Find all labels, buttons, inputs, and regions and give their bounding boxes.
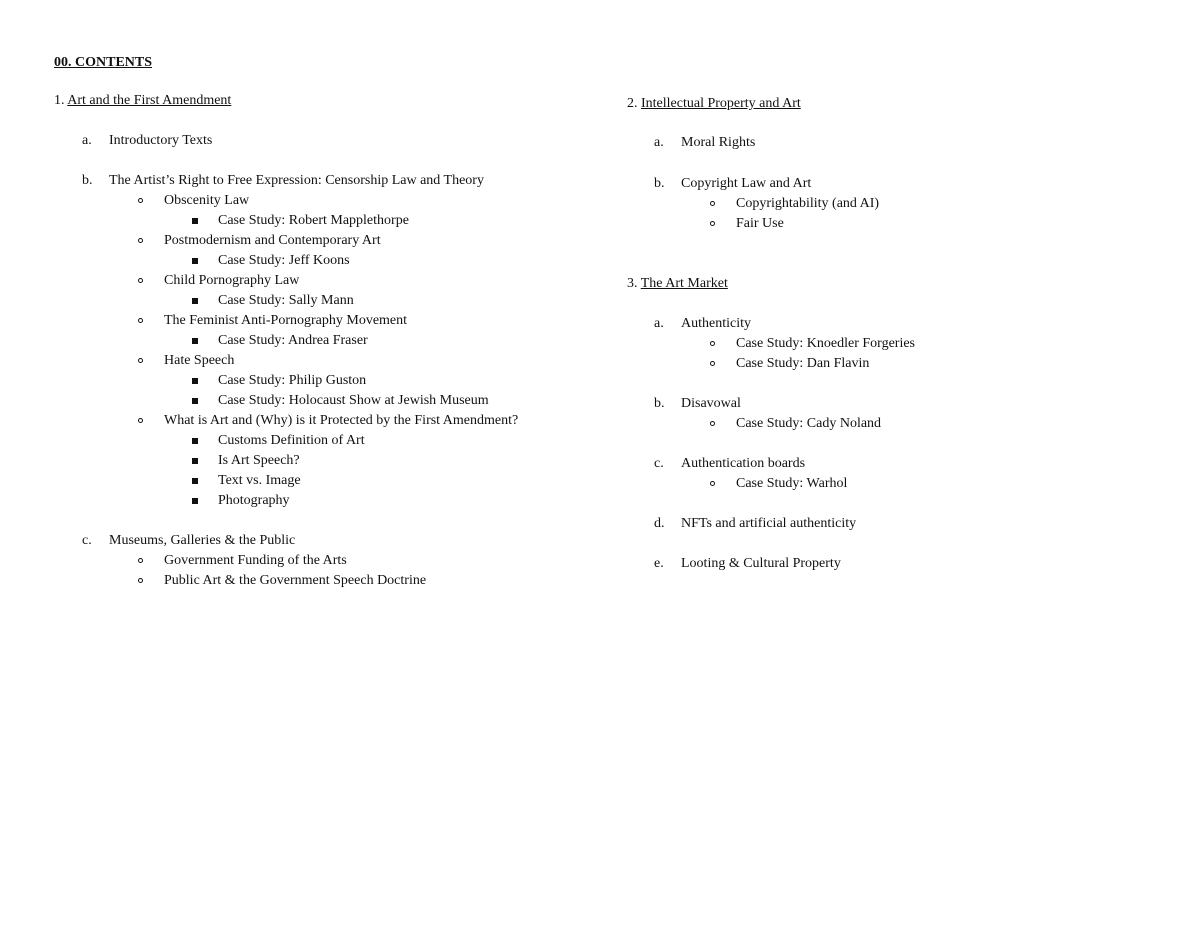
sub-sub-item-label: Case Study: Jeff Koons <box>218 253 350 268</box>
section-title: The Art Market <box>640 276 728 291</box>
circle-bullet-icon <box>138 578 143 583</box>
square-bullet-icon <box>192 438 198 444</box>
list-item-label: Museums, Galleries & the Public <box>109 533 296 548</box>
sub-item-label: Copyrightability (and AI) <box>736 196 880 211</box>
list-item-label: Authentication boards <box>681 456 806 471</box>
sub-item-label: Government Funding of the Arts <box>164 553 347 568</box>
circle-bullet-icon <box>710 341 715 346</box>
list-letter: a. <box>654 316 664 331</box>
sub-sub-item-label: Photography <box>218 493 290 508</box>
circle-bullet-icon <box>710 361 715 366</box>
sub-sub-item-label: Case Study: Sally Mann <box>218 293 354 308</box>
list-letter: e. <box>654 556 664 571</box>
section-number: 3. <box>627 276 638 291</box>
list-letter: b. <box>654 396 665 411</box>
square-bullet-icon <box>192 258 198 264</box>
sub-item-label: Postmodernism and Contemporary Art <box>164 233 381 248</box>
square-bullet-icon <box>192 478 198 484</box>
circle-bullet-icon <box>710 221 715 226</box>
circle-bullet-icon <box>138 198 143 203</box>
sub-sub-item-label: Case Study: Holocaust Show at Jewish Museum <box>218 393 489 408</box>
list-letter: a. <box>654 135 664 150</box>
list-item-label: Authenticity <box>681 316 751 331</box>
square-bullet-icon <box>192 298 198 304</box>
circle-bullet-icon <box>710 481 715 486</box>
circle-bullet-icon <box>138 318 143 323</box>
sub-item-label: Hate Speech <box>164 353 235 368</box>
section-1-heading <box>54 92 231 110</box>
list-letter: b. <box>82 173 93 188</box>
sub-item-label: Case Study: Knoedler Forgeries <box>736 336 915 351</box>
list-letter: b. <box>654 176 665 191</box>
square-bullet-icon <box>192 218 198 224</box>
square-bullet-icon <box>192 458 198 464</box>
list-item-label: Disavowal <box>681 396 741 411</box>
list-letter: d. <box>654 516 665 531</box>
list-item-label: NFTs and artificial authenticity <box>681 516 857 531</box>
sub-sub-item-label: Case Study: Robert Mapplethorpe <box>218 213 409 228</box>
section-number: 2. <box>627 96 638 111</box>
list-item-label: Looting & Cultural Property <box>681 556 841 571</box>
sub-item-label: Public Art & the Government Speech Doctrine <box>164 573 427 588</box>
section-2-heading <box>627 95 801 113</box>
sub-sub-item-label: Customs Definition of Art <box>218 433 365 448</box>
sub-sub-item-label: Case Study: Philip Guston <box>218 373 367 388</box>
circle-bullet-icon <box>138 238 143 243</box>
circle-bullet-icon <box>710 421 715 426</box>
contents-heading: 00. CONTENTS <box>54 55 153 70</box>
list-letter: c. <box>82 533 92 548</box>
sub-item-label: Case Study: Warhol <box>736 476 848 491</box>
sub-item-label: Child Pornography Law <box>164 273 300 288</box>
section-3-heading <box>627 275 728 293</box>
square-bullet-icon <box>192 378 198 384</box>
square-bullet-icon <box>192 338 198 344</box>
sub-item-label: Case Study: Cady Noland <box>736 416 882 431</box>
list-item-label: Moral Rights <box>681 135 756 150</box>
sub-item-label: Case Study: Dan Flavin <box>736 356 870 371</box>
circle-bullet-icon <box>138 278 143 283</box>
section-title: Intellectual Property and Art <box>641 96 801 111</box>
sub-sub-item-label: Case Study: Andrea Fraser <box>218 333 368 348</box>
circle-bullet-icon <box>710 201 715 206</box>
list-letter: a. <box>82 133 92 148</box>
circle-bullet-icon <box>138 418 143 423</box>
list-item-label: The Artist’s Right to Free Expression: Censorship Law and Theory <box>109 173 484 188</box>
circle-bullet-icon <box>138 558 143 563</box>
list-item-label: Copyright Law and Art <box>681 176 812 191</box>
section-title: Art and the First Amendment <box>67 93 232 108</box>
sub-item-label: Obscenity Law <box>164 193 250 208</box>
sub-item-label: The Feminist Anti-Pornography Movement <box>164 313 408 328</box>
sub-sub-item-label: Is Art Speech? <box>218 453 300 468</box>
square-bullet-icon <box>192 398 198 404</box>
section-number: 1. <box>54 93 65 108</box>
list-item-label: Introductory Texts <box>109 133 213 148</box>
sub-item-label: What is Art and (Why) is it Protected by the First Amendment? <box>164 413 519 428</box>
sub-sub-item-label: Text vs. Image <box>218 473 301 488</box>
square-bullet-icon <box>192 498 198 504</box>
circle-bullet-icon <box>138 358 143 363</box>
sub-item-label: Fair Use <box>736 216 784 231</box>
list-letter: c. <box>654 456 664 471</box>
